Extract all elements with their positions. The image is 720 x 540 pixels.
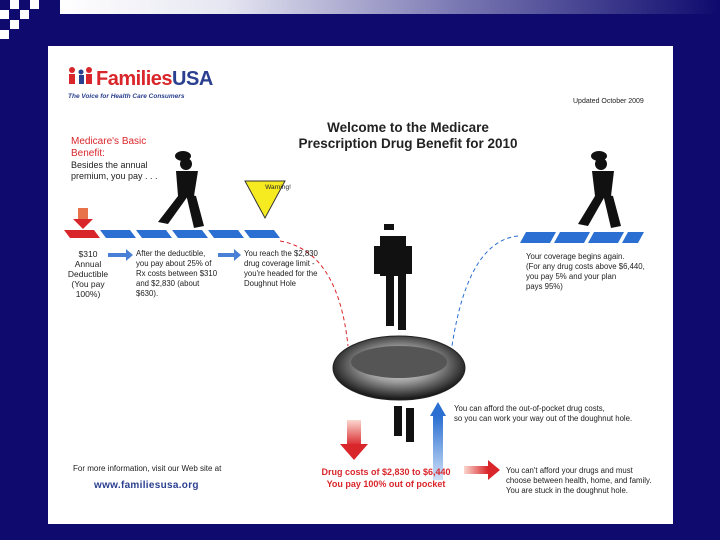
cant-afford-text <box>506 466 671 496</box>
top-gradient-bar <box>60 0 720 14</box>
text-line: and $2,830 (about <box>136 279 200 288</box>
logo-families-text: Families <box>96 68 173 90</box>
text-line: so you can work your way out of the doughnut hole. <box>454 414 633 423</box>
decor-square <box>10 20 19 29</box>
text-line: Rx costs between $310 <box>136 269 218 278</box>
decor-square <box>20 0 29 9</box>
doughnut-hole-icon <box>333 336 465 400</box>
red-right-arrow-icon <box>464 460 500 480</box>
decor-square <box>0 20 9 29</box>
red-down-arrow-icon <box>340 420 368 460</box>
decor-square <box>0 10 9 19</box>
legs-below-hole-icon <box>394 406 414 442</box>
text-line: drug coverage limit - <box>244 259 315 268</box>
text-line: you pay 5% and your plan <box>526 272 617 281</box>
website-link[interactable]: www.familiesusa.org <box>94 480 199 491</box>
walking-man-right-icon <box>578 151 621 228</box>
decor-square <box>10 10 19 19</box>
after-deductible-text <box>136 249 226 299</box>
text-line: Your coverage begins again. <box>526 252 625 261</box>
decor-square <box>0 30 9 39</box>
falling-man-icon <box>374 224 412 330</box>
decor-square <box>30 0 39 9</box>
warning-label: Warning! <box>265 184 291 191</box>
deductible-amount: $310 <box>78 249 98 259</box>
text-line: choose between health, home, and family. <box>506 476 652 485</box>
coverage-again-text <box>526 252 666 292</box>
deductible-line: 100%) <box>75 289 101 299</box>
text-line: You reach the $2,830 <box>244 249 318 258</box>
logo-tagline: The Voice for Health Care Consumers <box>68 93 185 100</box>
text-line: (For any drug costs above $6,440, <box>526 262 645 271</box>
footer-info: For more information, visit our Web site at <box>73 464 222 473</box>
coverage-limit-text <box>244 249 334 289</box>
text-line: You pay 100% out of pocket <box>326 479 446 489</box>
decor-square <box>0 0 9 9</box>
right-dashed-arc <box>452 236 518 346</box>
doughnut-hole-costs <box>316 466 456 490</box>
left-path-tiles <box>64 230 280 238</box>
right-path-tiles <box>520 232 644 243</box>
red-down-arrow-icon <box>73 208 93 229</box>
basic-benefit-heading: Medicare's Basic Benefit: <box>71 136 147 159</box>
text-line: You can't afford your drugs and must <box>506 466 633 475</box>
text-line: pays 95%) <box>526 282 563 291</box>
text-line: you pay about 25% of <box>136 259 212 268</box>
basic-benefit-text: Besides the annual premium, you pay . . . <box>71 160 158 181</box>
text-line: Doughnut Hole <box>244 279 297 288</box>
text-line: After the deductible, <box>136 249 206 258</box>
logo-usa-text: USA <box>172 68 213 90</box>
updated-date: Updated October 2009 <box>573 98 644 105</box>
afford-text <box>454 404 664 424</box>
text-line: $630). <box>136 289 159 298</box>
text-line: You are stuck in the doughnut hole. <box>506 486 628 495</box>
decor-square <box>10 0 19 9</box>
text-line: You can afford the out-of-pocket drug costs, <box>454 404 605 413</box>
arrow-right-icon <box>108 249 133 261</box>
title-line-2: Prescription Drug Benefit for 2010 <box>298 136 518 151</box>
title-line-1: Welcome to the Medicare <box>327 120 489 135</box>
deductible-line: Deductible <box>67 269 109 279</box>
deductible-line: Annual <box>74 259 102 269</box>
text-line: you're headed for the <box>244 269 318 278</box>
page-title <box>278 120 538 152</box>
deductible-text <box>66 249 110 299</box>
slide-content <box>48 46 673 524</box>
decor-square <box>20 10 29 19</box>
text-line: Drug costs of $2,830 to $6,440 <box>321 467 451 477</box>
deductible-line: (You pay <box>71 279 105 289</box>
families-usa-logo <box>68 68 213 91</box>
